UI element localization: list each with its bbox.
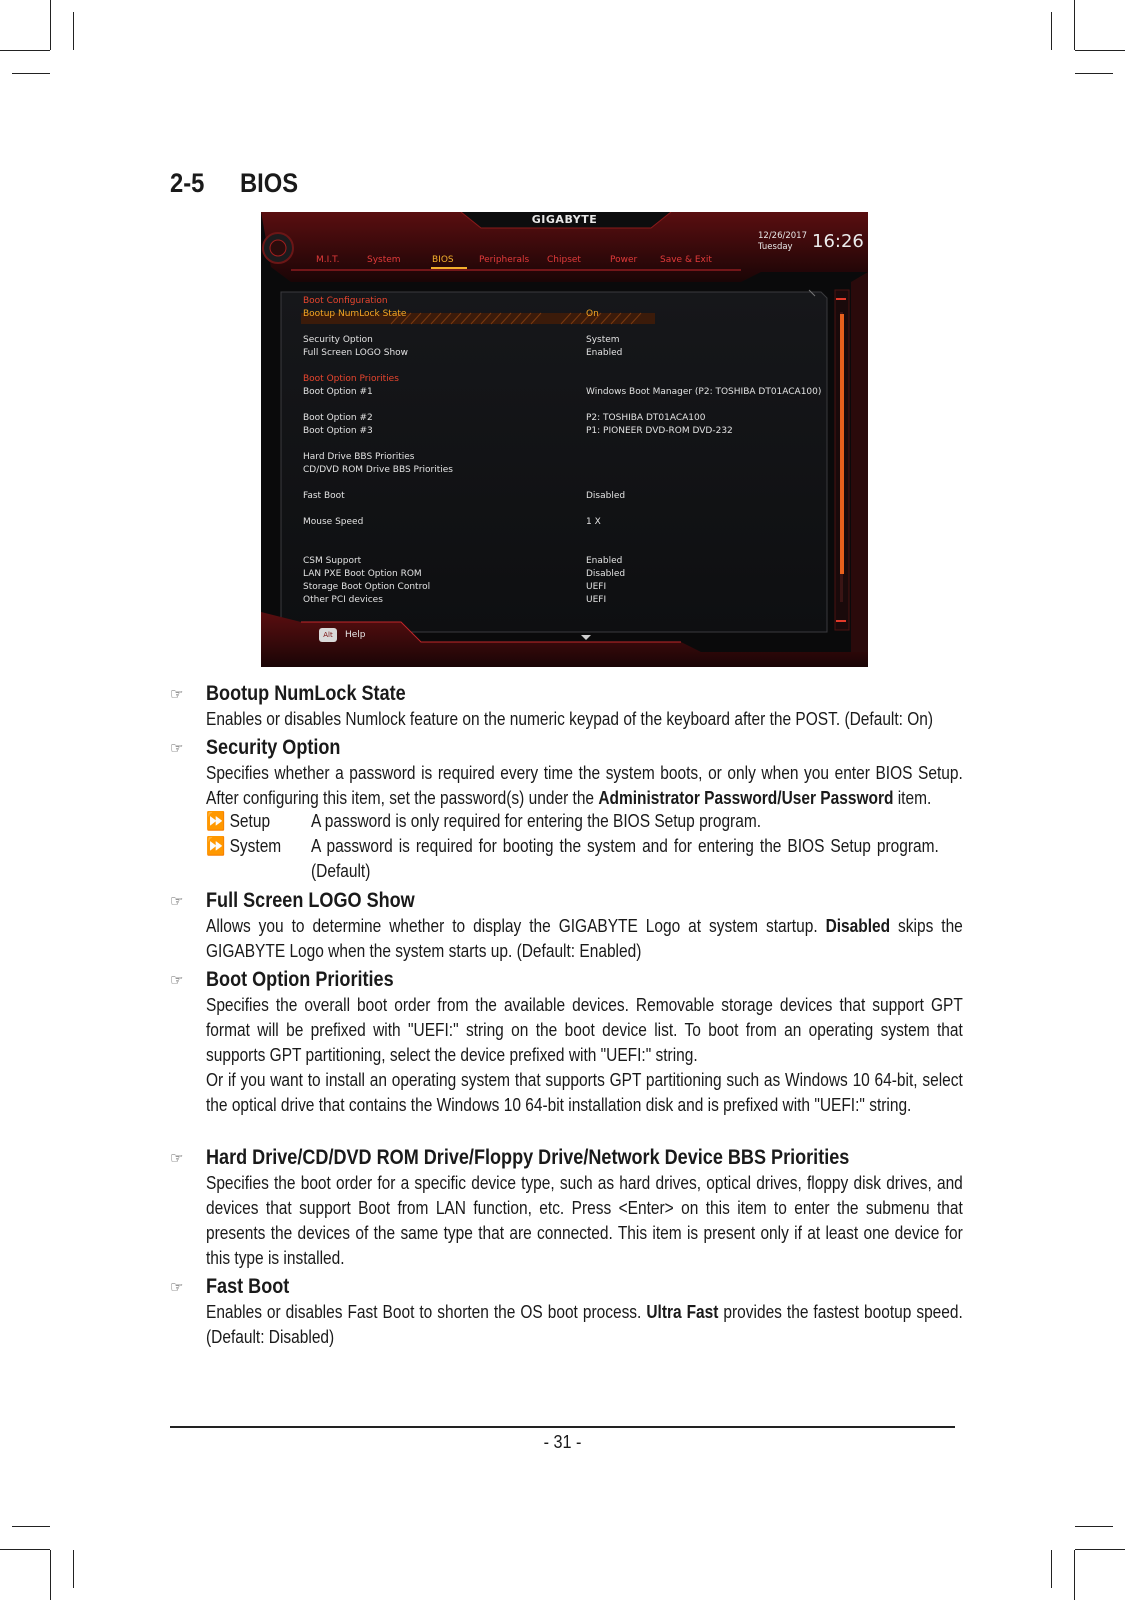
- bios-screenshot: [261, 212, 868, 667]
- item-description: Specifies the boot order for a specific device type, such as hard drives, optical drives, floppy disk drives, and devices that support Boot from LAN function, etc. Press <Enter> on this item to enter the submenu that presents the devices of the same type that are connected. This item is present only if at least one device for this type is installed.: [206, 1173, 963, 1268]
- bios-time: 16:26: [812, 231, 864, 252]
- item-boot-option-priorities: [170, 967, 963, 1118]
- item-text: Enables or disables Fast Boot to shorten the OS boot process.: [206, 1302, 647, 1322]
- item-text: Allows you to determine whether to display the GIGABYTE Logo at system startup.: [206, 916, 826, 936]
- item-text: skips the GIGABYTE Logo when the system starts up. (Default: Enabled): [206, 916, 963, 961]
- item-title: Hard Drive/CD/DVD ROM Drive/Floppy Drive/Network Device BBS Priorities: [206, 1146, 850, 1169]
- bios-row-label: Mouse Speed: [303, 517, 364, 527]
- double-arrow-icon: ⏩: [206, 836, 226, 856]
- section-number: 2-5: [170, 168, 205, 198]
- crop-mark: [0, 50, 50, 51]
- item-full-screen-logo: [170, 888, 963, 964]
- option-name: System: [229, 836, 282, 856]
- bios-row-label: Boot Configuration: [303, 296, 388, 306]
- tab-chipset[interactable]: Chipset: [547, 255, 581, 265]
- bios-row-label: Boot Option #2: [303, 413, 373, 423]
- bios-date-value: 12/26/2017: [758, 231, 807, 241]
- item-bbs-priorities: [170, 1145, 963, 1271]
- pointing-hand-icon: ☞: [170, 740, 184, 757]
- option-setup-desc: A password is only required for entering the BIOS Setup program.: [311, 811, 762, 831]
- crop-mark: [1075, 1526, 1113, 1527]
- bios-row-value: Disabled: [586, 491, 626, 501]
- crop-mark: [1075, 73, 1113, 74]
- bios-row-value: On: [586, 309, 599, 319]
- bios-row-label: Boot Option #1: [303, 387, 373, 397]
- bios-row-value: 1 X: [586, 517, 601, 527]
- bios-row-label: Security Option: [303, 335, 373, 345]
- bios-row-label: LAN PXE Boot Option ROM: [303, 569, 422, 579]
- tab-peripherals[interactable]: Peripherals: [479, 255, 530, 265]
- bios-day: Tuesday: [758, 242, 793, 252]
- bios-row-label: Boot Option #3: [303, 426, 373, 436]
- crop-mark: [1075, 1549, 1125, 1550]
- bios-row-value: System: [586, 335, 620, 345]
- bios-brand: GIGABYTE: [531, 213, 598, 226]
- footer-rule: [170, 1426, 955, 1428]
- pointing-hand-icon: ☞: [170, 972, 184, 989]
- bios-date: [758, 231, 807, 253]
- bios-row-label: Hard Drive BBS Priorities: [303, 452, 415, 462]
- crop-mark: [73, 12, 74, 50]
- bios-row-label: Other PCI devices: [303, 595, 383, 605]
- bios-row-label: Storage Boot Option Control: [303, 582, 431, 592]
- crop-mark: [1051, 12, 1052, 50]
- crop-mark: [1075, 50, 1125, 51]
- pointing-hand-icon: ☞: [170, 893, 184, 910]
- bios-row-value: Enabled: [586, 556, 623, 566]
- help-label[interactable]: Help: [345, 630, 366, 640]
- tab-power[interactable]: Power: [610, 255, 638, 265]
- crop-mark: [73, 1550, 74, 1588]
- bios-row-value: P1: PIONEER DVD-ROM DVD-232: [586, 426, 733, 436]
- bios-row-value: P2: TOSHIBA DT01ACA100: [586, 413, 706, 423]
- item-bold-text: Administrator Password/User Password: [598, 788, 894, 808]
- item-description: Specifies the overall boot order from the available devices. Removable storage devices that support GPT format will be prefixed with "UEFI:" string on the boot device list. To boot from an operating system that supports GPT partitioning, select the device prefixed with "UEFI:" string.: [206, 995, 963, 1065]
- crop-mark: [12, 73, 50, 74]
- page-number: - 31 -: [543, 1432, 582, 1452]
- item-bootup-numlock: [170, 681, 955, 732]
- item-text: item.: [893, 788, 932, 808]
- item-description: [206, 914, 963, 964]
- item-title: Boot Option Priorities: [206, 968, 394, 991]
- bios-row-value: UEFI: [586, 582, 607, 592]
- item-bold-text: Ultra Fast: [646, 1302, 719, 1322]
- option-system-desc: A password is required for booting the system and for entering the BIOS Setup program. (Default): [311, 836, 939, 881]
- tab-bios[interactable]: BIOS: [432, 255, 454, 265]
- bios-row-label: Fast Boot: [303, 491, 345, 501]
- crop-mark: [1051, 1550, 1052, 1588]
- bios-row-value: Enabled: [586, 348, 623, 358]
- option-name: Setup: [229, 811, 271, 831]
- pointing-hand-icon: ☞: [170, 1279, 184, 1296]
- item-title: Security Option: [206, 736, 341, 759]
- item-bold-text: Disabled: [825, 916, 891, 936]
- option-setup: [206, 809, 270, 834]
- tab-mit[interactable]: M.I.T.: [316, 255, 340, 265]
- crop-mark: [12, 1526, 50, 1527]
- bios-scrollbar-thumb[interactable]: [840, 314, 844, 574]
- item-text: Specifies whether a password is required every time the system boots, or only when you enter BIOS Setup. After configuring this item, set the password(s) under the: [206, 763, 963, 808]
- bios-row-label: CD/DVD ROM Drive BBS Priorities: [303, 465, 453, 475]
- bios-row-value: UEFI: [586, 595, 607, 605]
- double-arrow-icon: ⏩: [206, 811, 226, 831]
- alt-key-icon[interactable]: Alt: [319, 628, 337, 642]
- item-title: Fast Boot: [206, 1275, 290, 1298]
- crop-mark: [1074, 0, 1075, 50]
- bios-row-value: Windows Boot Manager (P2: TOSHIBA DT01ACA100): [586, 387, 822, 397]
- crop-mark: [0, 1549, 50, 1550]
- item-title: Bootup NumLock State: [206, 682, 406, 705]
- bios-row-label: Boot Option Priorities: [303, 374, 399, 384]
- pointing-hand-icon: ☞: [170, 1150, 184, 1167]
- pointing-hand-icon: ☞: [170, 686, 184, 703]
- item-text: provides the fastest bootup speed. (Default: Disabled): [206, 1302, 963, 1347]
- bios-row-label: CSM Support: [303, 556, 362, 566]
- item-description: Or if you want to install an operating system that supports GPT partitioning such as Windows 10 64-bit, select the optical drive that contains the Windows 10 64-bit installation disk and is prefixed with "UEFI:" string.: [206, 1070, 963, 1115]
- option-system: [206, 834, 281, 859]
- item-description: [206, 1300, 963, 1350]
- item-description: [206, 761, 963, 811]
- section-title: BIOS: [240, 168, 299, 198]
- item-security-option: [170, 735, 963, 811]
- bios-row-value: Disabled: [586, 569, 626, 579]
- bios-row-label: Full Screen LOGO Show: [303, 348, 409, 358]
- tab-system[interactable]: System: [367, 255, 401, 265]
- crop-mark: [1074, 1550, 1075, 1600]
- item-title: Full Screen LOGO Show: [206, 889, 415, 912]
- item-fast-boot: [170, 1274, 963, 1350]
- bios-row-label: Bootup NumLock State: [303, 309, 407, 319]
- tab-save-exit[interactable]: Save & Exit: [660, 255, 712, 265]
- item-description: Enables or disables Numlock feature on the numeric keypad of the keyboard after the POST. (Default: On): [206, 709, 934, 729]
- crop-mark: [50, 1550, 51, 1600]
- crop-mark: [50, 0, 51, 50]
